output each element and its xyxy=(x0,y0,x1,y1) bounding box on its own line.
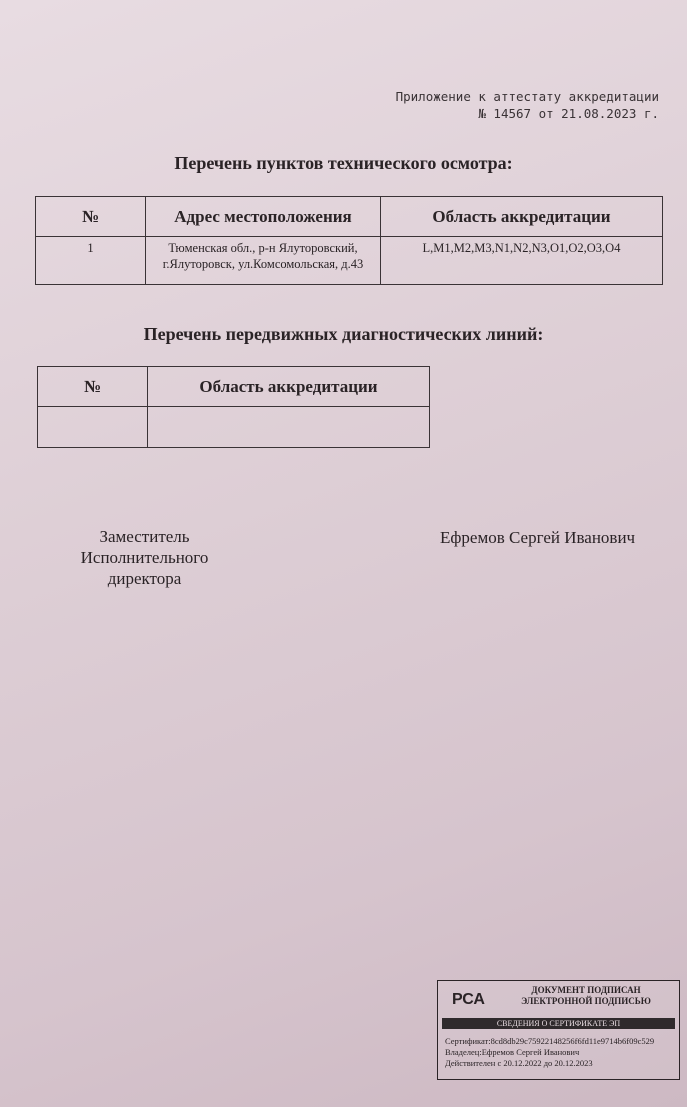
stamp-heading-line1: ДОКУМЕНТ ПОДПИСАН xyxy=(531,985,641,995)
e-signature-stamp xyxy=(437,980,680,1080)
rsa-logo: РСА xyxy=(452,991,485,1008)
empty-cell xyxy=(38,407,148,448)
signatory-position xyxy=(62,526,227,589)
signatory-position-line1: Заместитель xyxy=(99,527,190,546)
table-row xyxy=(38,407,430,448)
row-scope: L,M1,M2,M3,N1,N2,N3,O1,O2,O3,O4 xyxy=(381,237,663,285)
certificate-owner: Владелец:Ефремов Сергей Иванович xyxy=(445,1047,580,1057)
attachment-note-line1: Приложение к аттестату аккредитации xyxy=(395,89,659,104)
row-address-line1: Тюменская обл., р-н Ялуторовский, xyxy=(168,241,358,255)
certificate-id: Сертификат:8cd8db29c75922148256f6fd11e9714b6f09c529 xyxy=(445,1036,655,1046)
stamp-heading-line2: ЭЛЕКТРОННОЙ ПОДПИСЬЮ xyxy=(521,996,651,1006)
signatory-position-line2: Исполнительного xyxy=(80,548,209,567)
row-address-line2: г.Ялуторовск, ул.Комсомольская, д.43 xyxy=(162,257,364,271)
signatory-name: Ефремов Сергей Иванович xyxy=(440,528,636,547)
inspection-points-title: Перечень пунктов технического осмотра: xyxy=(174,153,513,173)
column-header-number: № xyxy=(36,197,146,237)
attachment-note xyxy=(396,88,659,122)
empty-cell xyxy=(148,407,430,448)
column-header-number: № xyxy=(38,367,148,407)
mobile-lines-title: Перечень передвижных диагностических линий: xyxy=(143,324,544,344)
stamp-heading xyxy=(496,985,676,1007)
stamp-info-bar: СВЕДЕНИЯ О СЕРТИФИКАТЕ ЭП xyxy=(442,1018,675,1029)
table-row xyxy=(36,237,663,285)
certificate-validity: Действителен с 20.12.2022 до 20.12.2023 xyxy=(445,1058,593,1068)
row-address xyxy=(146,237,381,285)
stamp-details xyxy=(445,1036,654,1069)
inspection-points-table xyxy=(35,196,663,285)
row-number: 1 xyxy=(36,237,146,285)
table-header-row xyxy=(36,197,663,237)
column-header-scope: Область аккредитации xyxy=(381,197,663,237)
signatory-position-line3: директора xyxy=(107,569,182,588)
column-header-scope: Область аккредитации xyxy=(148,367,430,407)
attachment-note-line2: № 14567 от 21.08.2023 г. xyxy=(478,106,659,121)
table-header-row xyxy=(38,367,430,407)
column-header-address: Адрес местоположения xyxy=(146,197,381,237)
mobile-lines-table xyxy=(37,366,430,448)
